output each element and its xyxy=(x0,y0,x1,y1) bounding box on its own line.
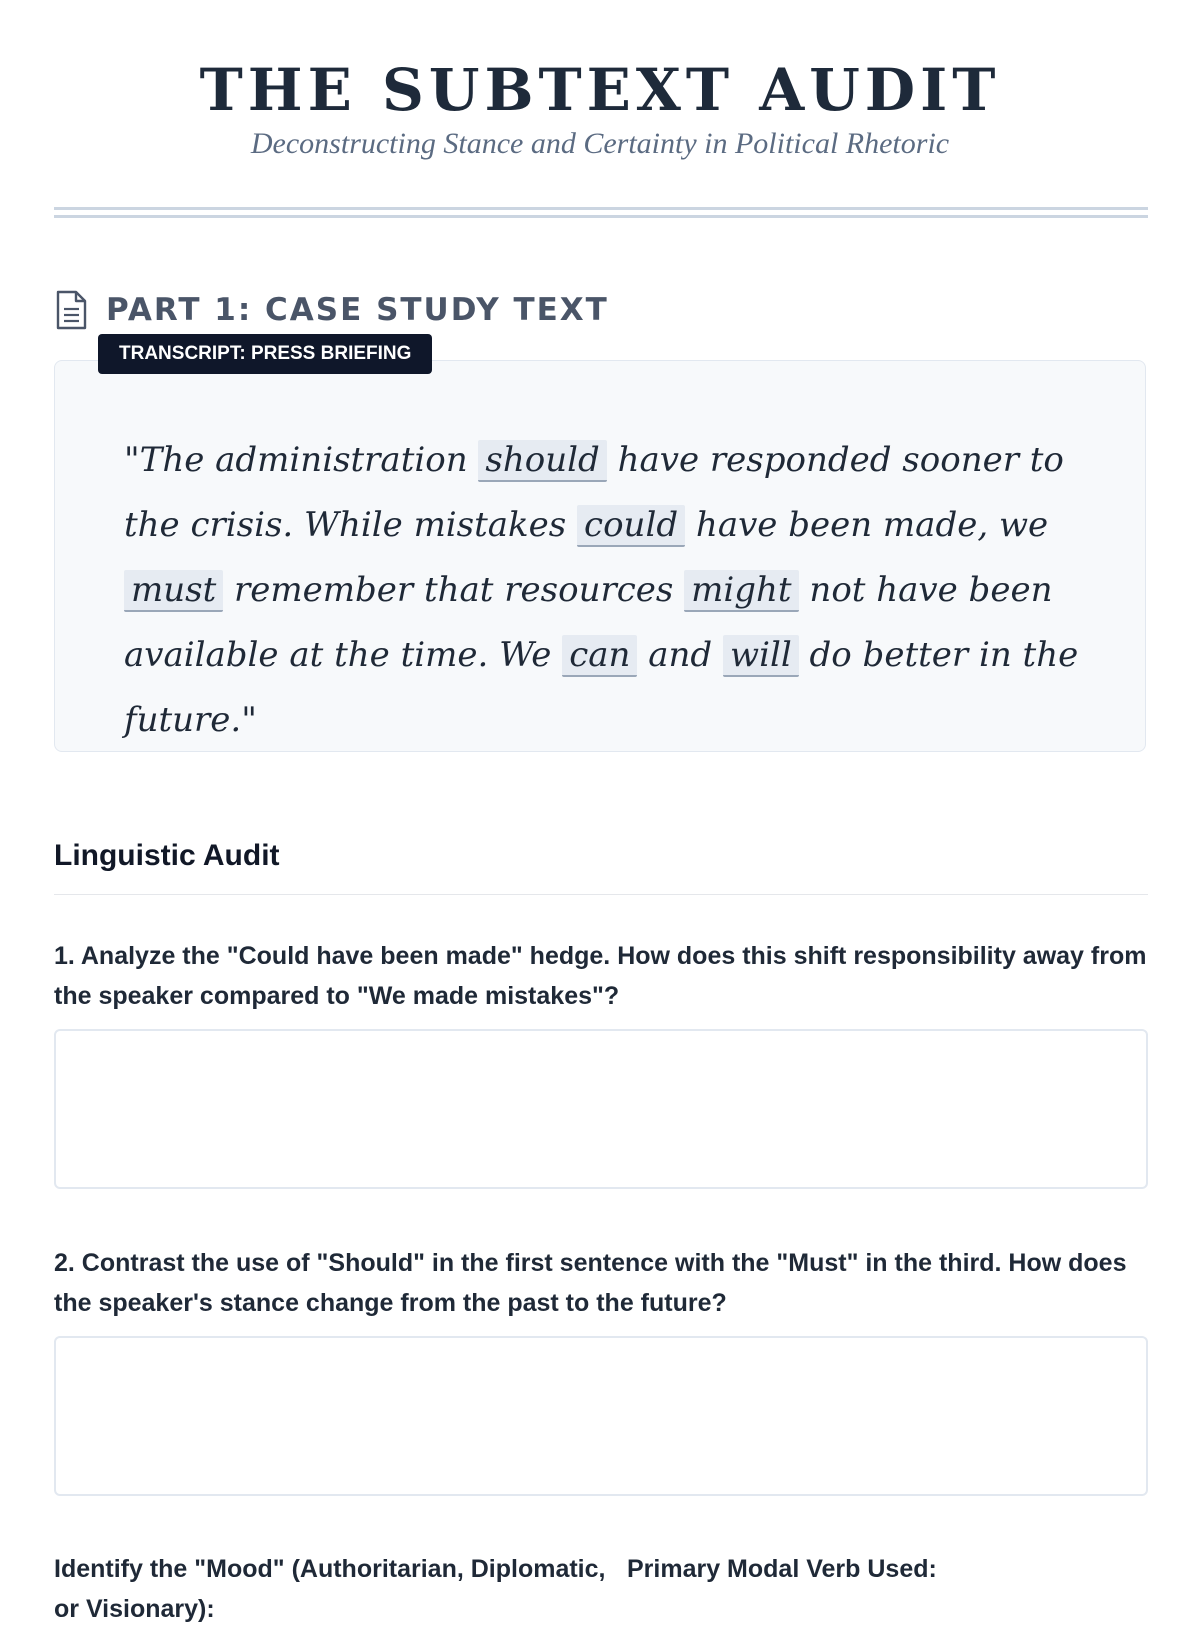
section-heading-part1 xyxy=(54,290,609,330)
transcript-quote xyxy=(124,428,1084,753)
modal-verb-highlight: must xyxy=(124,570,223,612)
quote-text: not have been available at the time. We xyxy=(124,570,1053,675)
quote-text: have been made, we xyxy=(685,505,1049,545)
answer-2-textarea[interactable] xyxy=(54,1336,1148,1496)
answer-1-textarea[interactable] xyxy=(54,1029,1148,1189)
modal-verb-label: Primary Modal Verb Used: xyxy=(627,1555,937,1583)
document-icon xyxy=(54,290,88,330)
section-title: PART 1: CASE STUDY TEXT xyxy=(106,292,609,328)
transcript-badge: TRANSCRIPT: PRESS BRIEFING xyxy=(98,334,432,374)
quote-text: "The administration xyxy=(124,440,479,480)
quote-text: do better in the future." xyxy=(124,635,1079,740)
header-divider-bottom xyxy=(54,215,1148,218)
mood-label: Identify the "Mood" (Authoritarian, Diplomatic, or Visionary): xyxy=(54,1555,606,1623)
modal-verb-highlight: should xyxy=(478,440,606,482)
quote-text: and xyxy=(637,635,723,675)
question-1: 1. Analyze the "Could have been made" hedge. How does this shift responsibility away from the speaker compared to "We made mistakes"? xyxy=(54,942,1147,1010)
modal-verb-highlight: might xyxy=(684,570,798,612)
quote-text: have responded sooner to the crisis. While mistakes xyxy=(124,440,1064,545)
modal-verb-highlight: will xyxy=(723,635,799,677)
question-2: 2. Contrast the use of "Should" in the first sentence with the "Must" in the third. How does the speaker's stance change from the past to the future? xyxy=(54,1249,1127,1317)
page-title: THE SUBTEXT AUDIT xyxy=(199,56,1001,124)
page-subtitle: Deconstructing Stance and Certainty in Political Rhetoric xyxy=(250,127,950,160)
header-divider-top xyxy=(54,207,1148,210)
modal-verb-highlight: could xyxy=(577,505,685,547)
audit-section-title: Linguistic Audit xyxy=(54,839,280,872)
quote-text: remember that resources xyxy=(223,570,685,610)
audit-divider xyxy=(54,894,1148,895)
modal-verb-highlight: can xyxy=(562,635,637,677)
